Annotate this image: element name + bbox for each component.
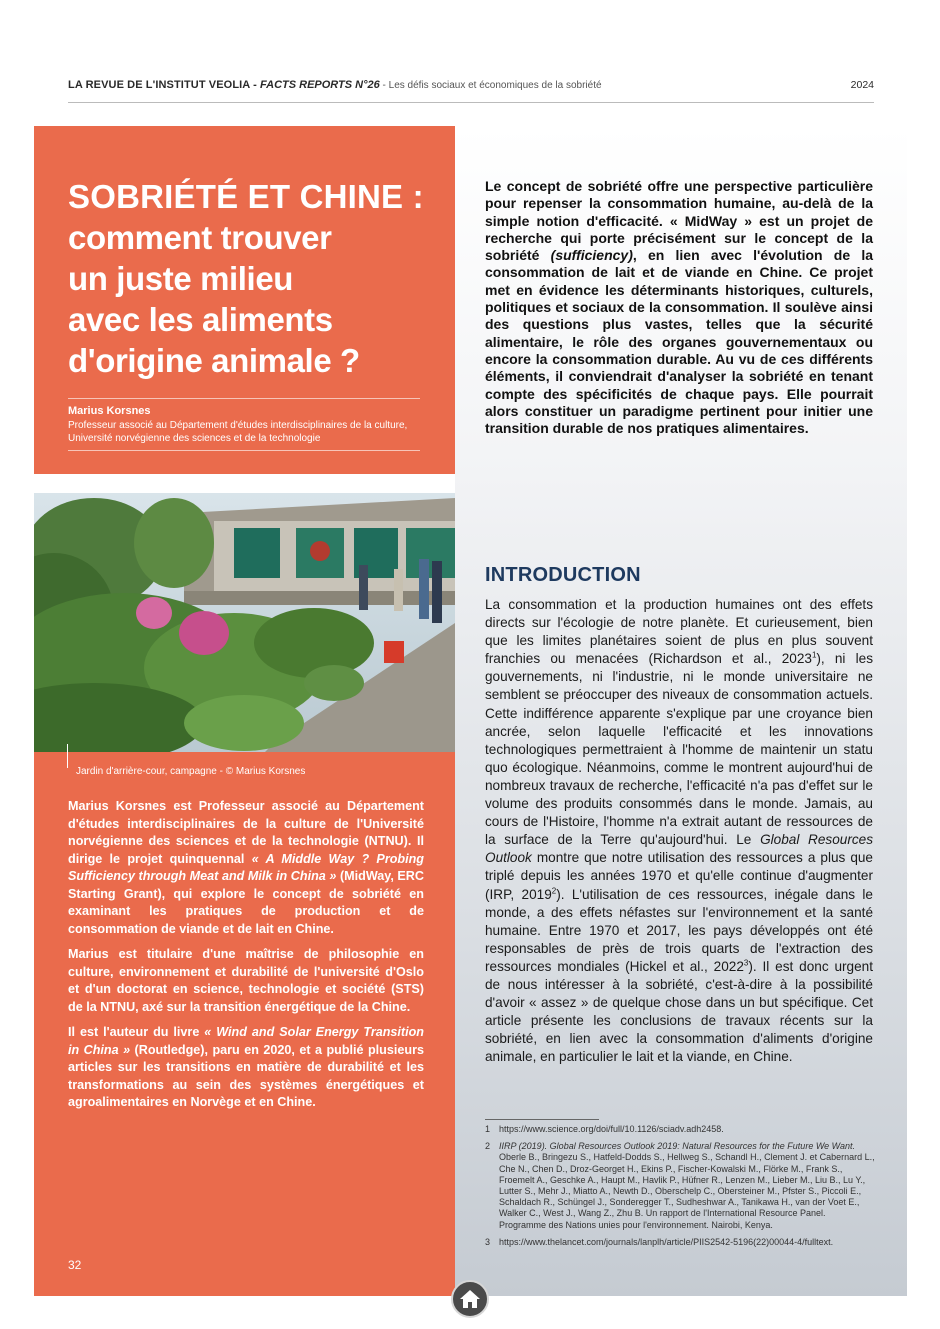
home-button[interactable]: [451, 1280, 489, 1318]
footnote-item: [485, 1141, 875, 1231]
author-divider-bottom: [68, 450, 420, 451]
article-title: [68, 176, 438, 381]
footnote-citation: IIRP (2019). Global Resources Outlook 2019: Natural Resources for the Future We Want.: [499, 1141, 856, 1152]
author-affiliation: Professeur associé au Département d'études interdisciplinaires de la culture, Université norvégienne des sciences et de la technologie: [68, 420, 408, 444]
title-line: d'origine animale ?: [68, 342, 360, 379]
lead-text: , en lien avec l'évolution de la consommation de lait et de viande en Chine. Ce projet met en évidence les déterminants historiques, culturels, politiques et sociaux de la consommation. Il soulève ainsi des questions plus vastes, telles que la sécurité alimentaire, le rôle des organes gouvernementaux ou encore la consommation durable. Au vu de ces différents éléments, il conviendrait d'analyser la sobriété en tenant compte des spécificités de chaque pays. Elle pourrait alors constituer un paradigme pertinent pour initier une transition durable de nos pratiques alimentaires.: [485, 247, 874, 437]
footnote-item: [485, 1124, 875, 1135]
body-italic: Global Resources Outlook: [485, 832, 874, 866]
body-text: ). Il est donc urgent de nous intéresser à la sobriété, c'est-à-dire à la possibilité d'avoir « assez » de quelque chose dans un but spécifique. Cet article présente les conclusions de travaux récents sur la sobriété, en lien avec la consommation d'aliments d'origine animale, en particulier le lait et la viande, en Chine.: [485, 958, 874, 1065]
introduction-body: [485, 596, 873, 1066]
header-brand: LA REVUE DE L'INSTITUT VEOLIA -: [68, 79, 261, 91]
footnote-link[interactable]: https://www.thelancet.com/journals/lanplh/article/PIIS2542-5196(22)00044-4/fulltext.: [499, 1236, 834, 1247]
footnote-number: 3: [485, 1236, 491, 1247]
body-text: montre que notre utilisation des ressources a plus que triplé depuis les années 1970 et qu'elle continue d'augmenter (IRP, 2019: [485, 850, 873, 902]
title-line: avec les aliments: [68, 301, 333, 338]
footnote-divider: [485, 1119, 599, 1120]
author-divider-top: [68, 398, 420, 399]
lead-italic: (sufficiency): [550, 247, 633, 264]
title-line: comment trouver: [68, 219, 332, 256]
bio-text: Il est l'auteur du livre: [68, 1025, 205, 1039]
bio-paragraph: Marius est titulaire d'une maîtrise de philosophie en culture, environnement et durabilité de l'université d'Oslo et d'un doctorat en science, technologie et société (STS) de la NTNU, axé sur la transition énergétique de la Chine.: [68, 947, 424, 1014]
bio-paragraph: [68, 798, 424, 938]
body-text: ), ni les gouvernements, ni l'industrie, ni le monde universitaire ne semblent se préoccuper des niveaux de consommation actuels. Cette indifférence apparente s'explique par une croyance bien ancrée, selon laquelle l'efficacité et les innovations technologiques permettraient à l'homme de maintenir un statu quo écologique. Néanmoins, comme le montrent aujourd'hui de nombreux travaux de recherche, l'efficacité n'a pas d'effet sur le volume des produits consommés dans le monde. Jamais, au cours de l'Histoire, l'homme n'a extrait autant de ressources de la surface de la Terre qu'aujourd'hui. Le: [485, 651, 873, 848]
footnote-number: 2: [485, 1141, 491, 1152]
author-bio: [68, 798, 424, 1120]
title-line: un juste milieu: [68, 260, 294, 297]
header-report: FACTS REPORTS N°26: [260, 79, 380, 91]
main-content: [455, 126, 907, 1296]
page-number: 32: [68, 1258, 82, 1272]
header-subtitle: - Les défis sociaux et économiques de la sobriété: [379, 80, 602, 91]
bio-text: Marius Korsnes est Professeur associé au Département d'études interdisciplinaires de la culture de l'Université norvégienne des sciences et de la technologie (NTNU). Il dirige le projet quinquennal: [68, 799, 424, 866]
title-line: SOBRIÉTÉ ET CHINE :: [68, 178, 424, 215]
page-header: [68, 79, 874, 99]
caption-marker: [67, 744, 68, 768]
lead-text: Le concept de sobriété offre une perspective particulière pour repenser la consommation humaine, au-delà de la simple notion d'efficacité. « MidWay » est un projet de recherche qui porte précisément sur le concept de la sobriété: [485, 178, 873, 264]
author-name: Marius Korsnes: [68, 405, 151, 417]
footnotes: [485, 1124, 875, 1254]
header-year: 2024: [850, 79, 874, 91]
footnote-ref: 2: [551, 885, 557, 895]
bio-panel: [34, 752, 455, 1296]
bio-paragraph: [68, 1024, 424, 1112]
body-text: ). L'utilisation de ces ressources, inégale dans le monde, a des effets néfastes sur l'environnement et la santé humaine. Entre 1970 et 2017, les pays développés ont été responsables de près de trois quarts de l'extraction des ressources mondiales (Hickel et al., 2022: [485, 886, 873, 974]
bio-text: (Routledge), paru en 2020, et a publié plusieurs articles sur les transitions en matière de durabilité et les transformations au sein des systèmes énergétiques et agroalimentaires en Norvège et en Chine.: [68, 1042, 424, 1109]
bio-project-title: « A Middle Way ? Probing Sufficiency through Meat and Milk in China »: [68, 851, 424, 883]
home-icon: [459, 1288, 481, 1310]
footnote-ref: 1: [811, 650, 817, 660]
bio-text: (MidWay, ERC Starting Grant), qui explore le concept de sobriété en examinant les pratiques de production et de consommation de viande et de lait en Chine.: [68, 869, 424, 936]
introduction-heading: INTRODUCTION: [485, 564, 641, 586]
garden-photo: [34, 493, 455, 753]
photo-caption: Jardin d'arrière-cour, campagne - © Marius Korsnes: [76, 766, 306, 777]
bio-book-title: « Wind and Solar Energy Transition in China »: [68, 1025, 424, 1057]
header-divider: [68, 102, 874, 103]
lead-paragraph: [485, 178, 873, 437]
footnote-item: [485, 1237, 875, 1248]
footnote-number: 1: [485, 1124, 491, 1134]
title-panel: [34, 126, 455, 474]
footnote-text: Oberle B., Bringezu S., Hatfeld-Dodds S., Hellweg S., Schandl H., Clement J. et Cabernard L., Che N., Chen D., Droz-Georget H., Ekins P., Fischer-Kowalski M., Flörke M., Frank S., Froemelt A., Geschke A., Haupt M., Havlik P., Hüfner R., Lenzen M., Lieber M., Liu B., Lu Y., Lutter S., Mehr J., Miatto A., Newth D., Oberschelp C., Obersteiner M., Pfster S., Piccoli E., Schaldach R., Schüngel J., Sonderegger T., Sudheshwar A., Tanikawa H., van der Voet E., Walker C., West J., Wang Z., Zhu B. Un rapport de l'International Resource Panel. Programme des Nations unies pour l'environnement. Nairobi, Kenya.: [499, 1152, 875, 1230]
footnote-ref: 3: [743, 958, 749, 968]
body-text: La consommation et la production humaines ont des effets directs sur l'écologie de notre planète. Et curieusement, bien que les limites planétaires soient de plus en plus souvent franchies ou menacées (Richardson et al., 2023: [485, 597, 873, 667]
footnote-link[interactable]: https://www.science.org/doi/full/10.1126/sciadv.adh2458.: [499, 1124, 724, 1134]
